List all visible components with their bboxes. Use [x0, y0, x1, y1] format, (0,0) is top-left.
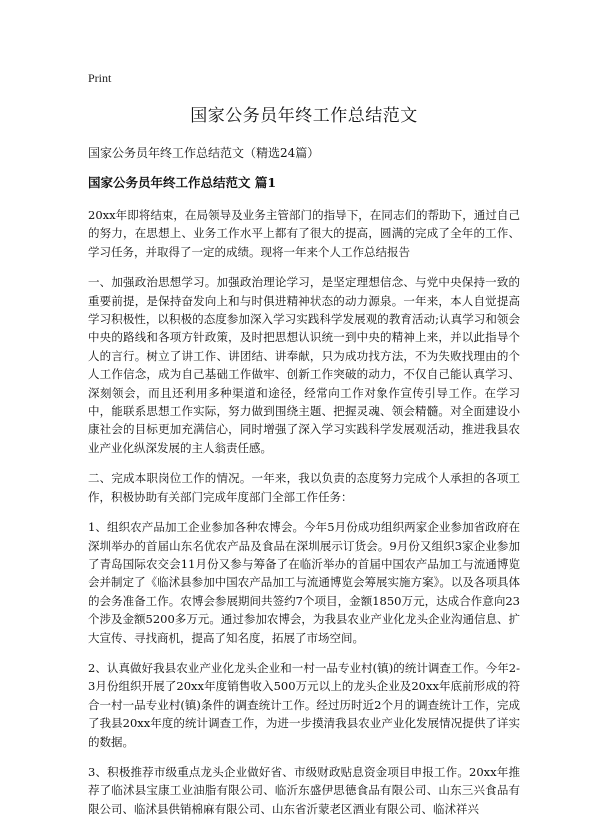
paragraph-intro: 20xx年即将结束，在局领导及业务主管部门的指导下，在同志们的帮助下，通过自己的努力，在思想上、业务工作水平上都有了很大的提高，圆满的完成了全年的工作、学习任务，并取得了一定的成绩。现将一年来个人工作总结报告 — [88, 208, 520, 259]
print-link[interactable]: Print — [88, 71, 112, 85]
paragraph-job-duties: 二、完成本职岗位工作的情况。一年来，我以负责的态度努力完成个人承担的各项工作，积极协助有关部门完成年度部门全部工作任务： — [88, 471, 520, 504]
paragraph-item-1: 1、组织农产品加工企业参加各种农博会。今年5月份成功组织两家企业参加省政府在深圳举办的首届山东名优农产品及食品在深圳展示订货会。9月份又组织3家企业参加了青岛国际农交会11月份又参与筹备了在临沂举办的首届中国农产品加工与流通博览会并制定了《临沭县参加中国农产品加工与流通博览会筹展实施方案》。以及各项具体的会务准备工作。农博会参展期间共签约7个项目，金额1850万元，达成合作意向23个涉及金额5200多万元。通过参加农博会，为我县农业产业化龙头企业沟通信息、扩大宣传、寻找商机，提高了知名度，拓展了市场空间。 — [88, 520, 520, 645]
document-title: 国家公务员年终工作总结范文 — [190, 106, 418, 126]
section-heading: 国家公务员年终工作总结范文 篇1 — [88, 175, 277, 190]
paragraph-political-study: 一、加强政治思想学习。加强政治理论学习，是坚定理想信念、与党中央保持一致的重要前提，是保持奋发向上和与时俱进精神状态的动力源泉。一年来，本人自觉提高学习积极性，以积极的态度参加深入学习实践科学发展观的教育活动;认真学习和领会中央的路线和各项方针政策，及时把思想认识统一到中央的精神上来，并以此指导个人的言行。树立了讲工作、讲团结、讲奉献，只为成功找方法，不为失败找理由的个人工作信念，成为自己基础工作做牢、创新工作突破的动力，不仅自己能认真学习、深刻领会，而且还利用多种渠道和途径，经常向工作对象作宣传引导工作。在学习中，能联系思想工作实际，努力做到围绕主题、把握灵魂、领会精髓。对全面建设小康社会的目标更加充满信心，同时增强了深入学习实践科学发展观活动，推进我县农业产业化纵深发展的主人翁责任感。 — [88, 275, 520, 455]
document-subtitle: 国家公务员年终工作总结范文（精选24篇） — [88, 146, 320, 160]
paragraph-item-2: 2、认真做好我县农业产业化龙头企业和一村一品专业村(镇)的统计调查工作。今年2-3月份组织开展了20xx年度销售收入500万元以上的龙头企业及20xx年底前形成的符合一村一品专业村(镇)条件的调查统计工作。经过历时近2个月的调查统计工作，完成了我县20xx年度的统计调查工作，为进一步摸清我县农业产业化发展情况提供了详实的数据。 — [88, 660, 520, 749]
paragraph-item-3: 3、积极推荐市级重点龙头企业做好省、市级财政贴息资金项目申报工作。20xx年推荐了临沭县宝康工业油脂有限公司、临沂东盛伊思德食品有限公司、山东三兴食品有限公司、临沭县供销棉麻有限公司、山东省沂蒙老区酒业有限公司、临沭祥兴 — [88, 764, 520, 816]
